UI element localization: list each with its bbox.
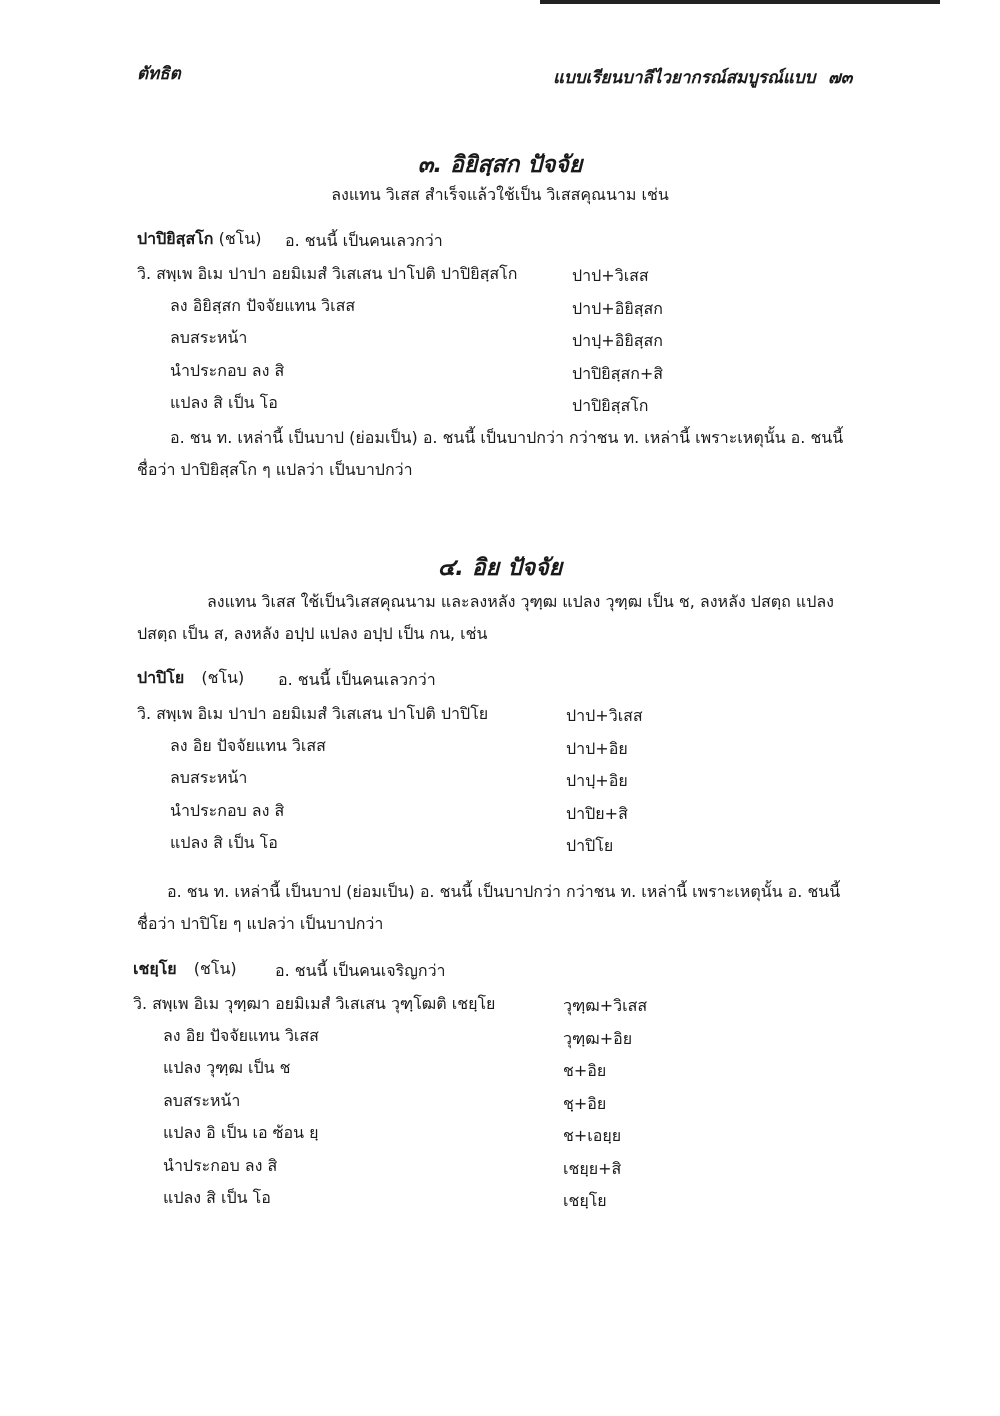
explanation-paragraph: อ. ชน ท. เหล่านี้ เป็นบาป (ย่อมเป็น) อ. ชนนี้ เป็นบาปกว่า กว่าชน ท. เหล่านี้ เพราะเหตุนั้น อ. ชนนี้ ชื่อว่า ปาปิยิสฺสโก ๆ แปลว่า เป็นบาปกว่า bbox=[137, 428, 844, 479]
derivation-step: แปลง อิ เป็น เอ ซ้อน ยฺ bbox=[163, 1123, 319, 1142]
derivation-step: แปลง สิ เป็น โอ bbox=[163, 1188, 271, 1207]
entry-word: ปาปิยิสฺสโก bbox=[137, 229, 214, 248]
section-3-title: ๓. อิยิสฺสก ปัจจัย bbox=[417, 152, 583, 178]
derivation-step: แปลง สิ เป็น โอ bbox=[170, 393, 278, 412]
derivation-result: ปาปฺ+อิย bbox=[566, 771, 628, 790]
derivation-result: ชฺ+อิย bbox=[563, 1094, 607, 1113]
derivation-result: วุฑฺฒ+อิย bbox=[563, 1029, 633, 1048]
derivation-step: นำประกอบ ลง สิ bbox=[170, 361, 285, 380]
derivation-result: ปาปฺ+อิยิสฺสก bbox=[572, 331, 663, 350]
derivation-step: ลบสระหน้า bbox=[163, 1091, 241, 1110]
derivation-step: แปลง วุฑฺฒ เป็น ช bbox=[163, 1058, 291, 1077]
derivation-step: ลง อิย ปัจจัยแทน วิเสส bbox=[170, 736, 326, 755]
entry-word-note: (ชโน) bbox=[201, 668, 245, 687]
derivation-result: ปาปิยิสฺสโก bbox=[572, 396, 649, 415]
entry-heading bbox=[133, 957, 237, 982]
derivation-step: ลง อิยิสฺสก ปัจจัยแทน วิเสส bbox=[170, 296, 356, 315]
section-3-intro: ลงแทน วิเสส สำเร็จแล้วใช้เป็น วิเสสคุณนาม เช่น bbox=[331, 185, 669, 204]
header-chapter: ตัทธิต bbox=[137, 64, 181, 84]
derivation-step: นำประกอบ ลง สิ bbox=[170, 801, 285, 820]
derivation-result: เชยฺย+สิ bbox=[563, 1159, 622, 1178]
entry-word: เชยฺโย bbox=[133, 959, 177, 978]
derivation-step: ลบสระหน้า bbox=[170, 328, 248, 347]
derivation-step: วิ. สพฺเพ อิเม ปาปา อยมิเมสํ วิเสเสน ปาโปติ ปาปิโย bbox=[137, 704, 489, 723]
derivation-step: ลบสระหน้า bbox=[170, 768, 248, 787]
derivation-result: ปาปิย+สิ bbox=[566, 804, 628, 823]
entry-word-note: (ชโน) bbox=[218, 229, 262, 248]
derivation-step: วิ. สพฺเพ อิเม ปาปา อยมิเมสํ วิเสเสน ปาโปติ ปาปิยิสฺสโก bbox=[137, 264, 518, 283]
derivation-result: ปาป+อิย bbox=[566, 739, 628, 758]
header-book-title: แบบเรียนบาลีไวยากรณ์สมบูรณ์แบบ bbox=[553, 68, 816, 88]
derivation-result: ปาป+วิเสส bbox=[566, 706, 643, 725]
derivation-result: ช+อิย bbox=[563, 1061, 607, 1080]
derivation-result: ปาปิโย bbox=[566, 836, 614, 855]
derivation-step: ลง อิย ปัจจัยแทน วิเสส bbox=[163, 1026, 319, 1045]
section-4-intro: ลงแทน วิเสส ใช้เป็นวิเสสคุณนาม และลงหลัง วุฑฺฒ แปลง วุฑฺฒ เป็น ช, ลงหลัง ปสตฺถ แปลง ปสตฺถ เป็น ส, ลงหลัง อปฺป แปลง อปฺป เป็น กน, เช่น bbox=[137, 592, 834, 643]
explanation-paragraph: อ. ชน ท. เหล่านี้ เป็นบาป (ย่อมเป็น) อ. ชนนี้ เป็นบาปกว่า กว่าชน ท. เหล่านี้ เพราะเหตุนั้น อ. ชนนี้ ชื่อว่า ปาปิโย ๆ แปลว่า เป็นบาปกว่า bbox=[137, 882, 841, 933]
top-rule bbox=[540, 0, 940, 4]
section-4-title: ๔. อิย ปัจจัย bbox=[437, 555, 563, 581]
derivation-result: ปาป+วิเสส bbox=[572, 266, 649, 285]
derivation-step: แปลง สิ เป็น โอ bbox=[170, 833, 278, 852]
derivation-result: วุฑฺฒ+วิเสส bbox=[563, 996, 648, 1015]
derivation-step: นำประกอบ ลง สิ bbox=[163, 1156, 278, 1175]
derivation-step: วิ. สพฺเพ อิเม วุฑฺฒา อยมิเมสํ วิเสเสน วุฑฺโฒติ เชยฺโย bbox=[133, 994, 496, 1013]
derivation-result: ปาป+อิยิสฺสก bbox=[572, 299, 663, 318]
derivation-result: ช+เอยฺย bbox=[563, 1126, 622, 1145]
entry-meaning: อ. ชนนี้ เป็นคนเลวกว่า bbox=[285, 231, 443, 250]
entry-meaning: อ. ชนนี้ เป็นคนเจริญกว่า bbox=[275, 961, 446, 980]
entry-heading bbox=[137, 666, 244, 691]
entry-meaning: อ. ชนนี้ เป็นคนเลวกว่า bbox=[278, 670, 436, 689]
entry-word: ปาปิโย bbox=[137, 668, 185, 687]
derivation-result: ปาปิยิสฺสก+สิ bbox=[572, 364, 664, 383]
entry-heading bbox=[137, 227, 261, 252]
page-number: ๗๓ bbox=[828, 68, 853, 88]
derivation-result: เชยฺโย bbox=[563, 1191, 607, 1210]
entry-word-note: (ชโน) bbox=[193, 959, 237, 978]
